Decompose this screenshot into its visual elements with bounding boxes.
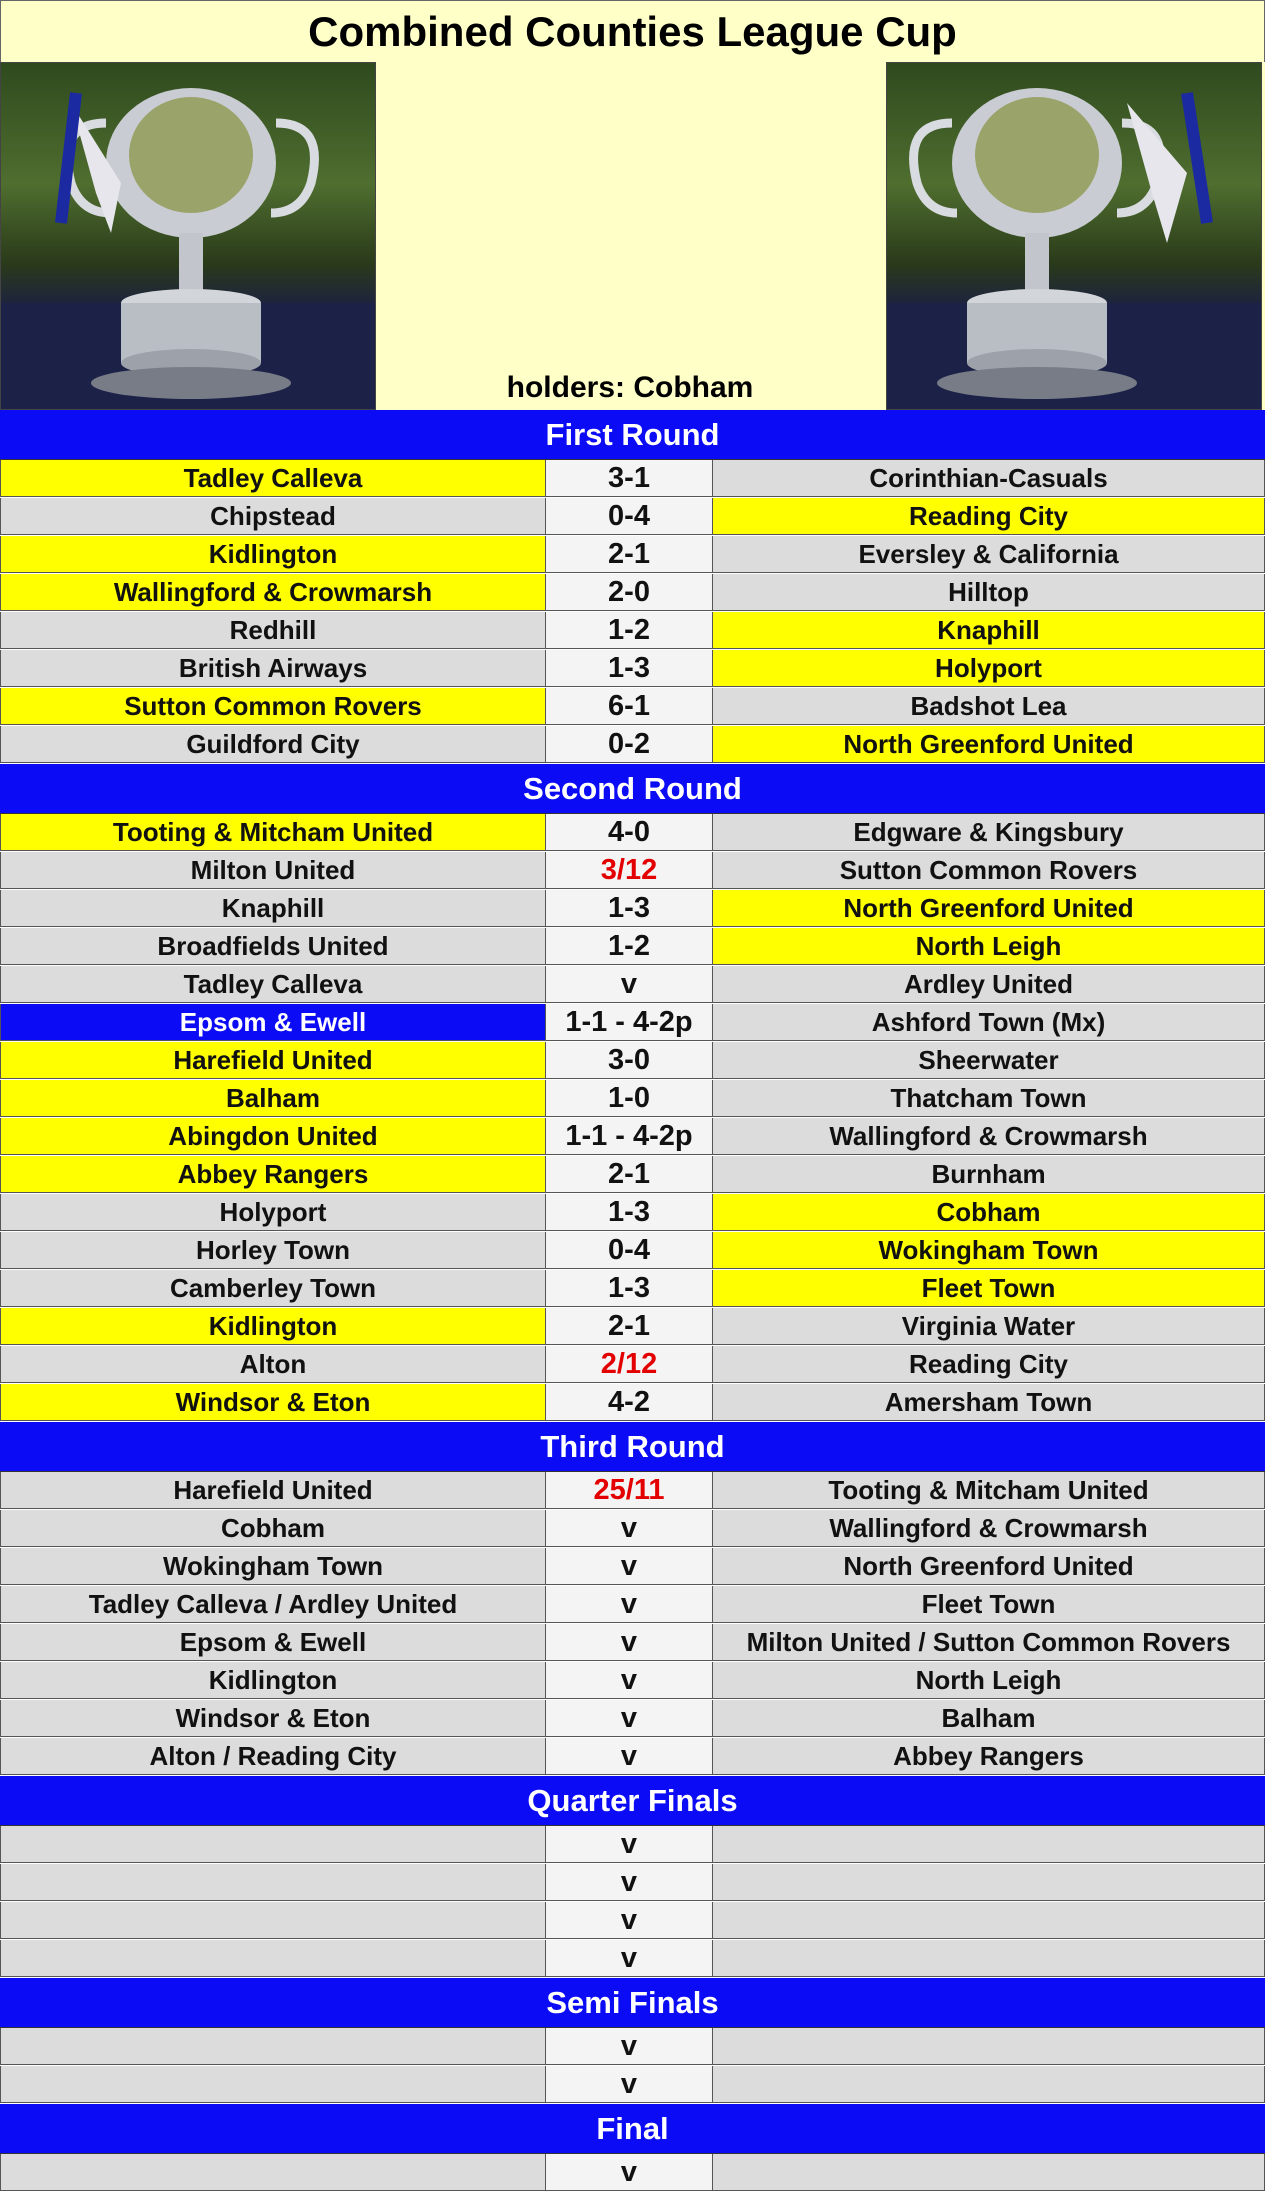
home-team: Alton / Reading City <box>0 1738 546 1775</box>
match-row <box>0 1346 1265 1384</box>
home-team: Tadley Calleva / Ardley United <box>0 1586 546 1623</box>
home-team: Kidlington <box>0 1662 546 1699</box>
away-team: Holyport <box>713 650 1265 687</box>
match-score: v <box>546 1624 713 1661</box>
match-row <box>0 460 1265 498</box>
away-team: Wallingford & Crowmarsh <box>713 1118 1265 1155</box>
away-team <box>713 1826 1265 1863</box>
round-header: Final <box>0 2104 1265 2154</box>
away-team: North Leigh <box>713 928 1265 965</box>
match-date: 3/12 <box>546 852 713 889</box>
home-team: Broadfields United <box>0 928 546 965</box>
away-team: Hilltop <box>713 574 1265 611</box>
match-score: 0-4 <box>546 498 713 535</box>
home-team: Abbey Rangers <box>0 1156 546 1193</box>
away-team: Badshot Lea <box>713 688 1265 725</box>
match-row <box>0 966 1265 1004</box>
away-team: Tooting & Mitcham United <box>713 1472 1265 1509</box>
match-score: v <box>546 1700 713 1737</box>
match-date: 25/11 <box>546 1472 713 1509</box>
match-score: 2-1 <box>546 536 713 573</box>
match-row <box>0 2028 1265 2066</box>
home-team <box>0 1902 546 1939</box>
match-row <box>0 1384 1265 1422</box>
match-score: 1-1 - 4-2p <box>546 1118 713 1155</box>
match-score: 4-2 <box>546 1384 713 1421</box>
home-team: Chipstead <box>0 498 546 535</box>
match-score: 1-3 <box>546 1270 713 1307</box>
match-row <box>0 688 1265 726</box>
home-team <box>0 2066 546 2103</box>
away-team: Knaphill <box>713 612 1265 649</box>
match-row <box>0 1308 1265 1346</box>
match-row <box>0 1940 1265 1978</box>
home-team: Kidlington <box>0 536 546 573</box>
match-score: v <box>546 966 713 1003</box>
match-row <box>0 1826 1265 1864</box>
match-row <box>0 1004 1265 1042</box>
away-team: Thatcham Town <box>713 1080 1265 1117</box>
match-score: v <box>546 1902 713 1939</box>
home-team: Harefield United <box>0 1472 546 1509</box>
away-team: Reading City <box>713 1346 1265 1383</box>
match-row <box>0 574 1265 612</box>
away-team: North Greenford United <box>713 1548 1265 1585</box>
trophy-photo-left <box>0 62 376 410</box>
away-team: Abbey Rangers <box>713 1738 1265 1775</box>
match-row <box>0 1864 1265 1902</box>
home-team: Wallingford & Crowmarsh <box>0 574 546 611</box>
round-header: Quarter Finals <box>0 1776 1265 1826</box>
home-team: Alton <box>0 1346 546 1383</box>
match-score: 1-3 <box>546 890 713 927</box>
match-score: 2-1 <box>546 1156 713 1193</box>
away-team: Sutton Common Rovers <box>713 852 1265 889</box>
match-row <box>0 1270 1265 1308</box>
away-team: Cobham <box>713 1194 1265 1231</box>
home-team <box>0 1826 546 1863</box>
match-row <box>0 498 1265 536</box>
trophy-banner <box>0 62 1265 411</box>
away-team: Ardley United <box>713 966 1265 1003</box>
match-row <box>0 852 1265 890</box>
match-row <box>0 1624 1265 1662</box>
home-team <box>0 2154 546 2191</box>
away-team <box>713 1902 1265 1939</box>
match-row <box>0 650 1265 688</box>
away-team: North Leigh <box>713 1662 1265 1699</box>
match-row <box>0 1902 1265 1940</box>
match-row <box>0 1510 1265 1548</box>
away-team: Amersham Town <box>713 1384 1265 1421</box>
home-team: Tooting & Mitcham United <box>0 814 546 851</box>
match-row <box>0 1738 1265 1776</box>
away-team: Fleet Town <box>713 1270 1265 1307</box>
match-row <box>0 2066 1265 2104</box>
home-team <box>0 2028 546 2065</box>
match-score: v <box>546 1510 713 1547</box>
away-team: Wokingham Town <box>713 1232 1265 1269</box>
trophy-icon <box>1 63 375 409</box>
home-team: Kidlington <box>0 1308 546 1345</box>
home-team <box>0 1864 546 1901</box>
match-score: v <box>546 1940 713 1977</box>
match-score: 4-0 <box>546 814 713 851</box>
match-row <box>0 612 1265 650</box>
away-team: Wallingford & Crowmarsh <box>713 1510 1265 1547</box>
match-score: 2-0 <box>546 574 713 611</box>
round-header: Semi Finals <box>0 1978 1265 2028</box>
match-score: 1-2 <box>546 928 713 965</box>
away-team: Burnham <box>713 1156 1265 1193</box>
home-team: Guildford City <box>0 726 546 763</box>
home-team: Windsor & Eton <box>0 1700 546 1737</box>
trophy-photo-right <box>886 62 1262 410</box>
round-header: Second Round <box>0 764 1265 814</box>
home-team: Epsom & Ewell <box>0 1624 546 1661</box>
home-team: Knaphill <box>0 890 546 927</box>
match-row <box>0 1232 1265 1270</box>
away-team: North Greenford United <box>713 890 1265 927</box>
away-team <box>713 2028 1265 2065</box>
away-team: Fleet Town <box>713 1586 1265 1623</box>
away-team: Virginia Water <box>713 1308 1265 1345</box>
match-score: 0-4 <box>546 1232 713 1269</box>
match-score: v <box>546 2066 713 2103</box>
match-row <box>0 1118 1265 1156</box>
home-team: Camberley Town <box>0 1270 546 1307</box>
away-team: Reading City <box>713 498 1265 535</box>
home-team: Harefield United <box>0 1042 546 1079</box>
match-date: 2/12 <box>546 1346 713 1383</box>
home-team <box>0 1940 546 1977</box>
match-row <box>0 726 1265 764</box>
holders-label: holders: Cobham <box>506 371 754 404</box>
home-team: Tadley Calleva <box>0 460 546 497</box>
away-team: Ashford Town (Mx) <box>713 1004 1265 1041</box>
away-team: Sheerwater <box>713 1042 1265 1079</box>
away-team: Eversley & California <box>713 536 1265 573</box>
match-score: 2-1 <box>546 1308 713 1345</box>
match-score: 3-0 <box>546 1042 713 1079</box>
match-score: 1-3 <box>546 1194 713 1231</box>
match-score: v <box>546 2028 713 2065</box>
away-team: Balham <box>713 1700 1265 1737</box>
match-row <box>0 1662 1265 1700</box>
home-team: Abingdon United <box>0 1118 546 1155</box>
round-header: First Round <box>0 410 1265 460</box>
match-row <box>0 1700 1265 1738</box>
match-score: 3-1 <box>546 460 713 497</box>
match-row <box>0 1586 1265 1624</box>
away-team: Milton United / Sutton Common Rovers <box>713 1624 1265 1661</box>
match-score: v <box>546 1548 713 1585</box>
home-team: Holyport <box>0 1194 546 1231</box>
match-score: 0-2 <box>546 726 713 763</box>
match-row <box>0 1472 1265 1510</box>
match-row <box>0 1080 1265 1118</box>
match-score: 1-2 <box>546 612 713 649</box>
away-team <box>713 1864 1265 1901</box>
home-team: Cobham <box>0 1510 546 1547</box>
away-team: North Greenford United <box>713 726 1265 763</box>
home-team: Balham <box>0 1080 546 1117</box>
away-team <box>713 2154 1265 2191</box>
match-score: v <box>546 1826 713 1863</box>
match-score: v <box>546 2154 713 2191</box>
home-team: Windsor & Eton <box>0 1384 546 1421</box>
match-row <box>0 928 1265 966</box>
home-team: Tadley Calleva <box>0 966 546 1003</box>
away-team: Corinthian-Casuals <box>713 460 1265 497</box>
home-team: Horley Town <box>0 1232 546 1269</box>
match-row <box>0 1156 1265 1194</box>
away-team <box>713 1940 1265 1977</box>
match-score: 1-1 - 4-2p <box>546 1004 713 1041</box>
home-team: Wokingham Town <box>0 1548 546 1585</box>
match-row <box>0 890 1265 928</box>
trophy-icon <box>887 63 1261 409</box>
match-score: v <box>546 1738 713 1775</box>
match-row <box>0 814 1265 852</box>
match-row <box>0 1194 1265 1232</box>
page-title: Combined Counties League Cup <box>0 0 1265 63</box>
match-score: v <box>546 1586 713 1623</box>
match-score: v <box>546 1662 713 1699</box>
match-score: 1-0 <box>546 1080 713 1117</box>
match-score: 1-3 <box>546 650 713 687</box>
home-team: Milton United <box>0 852 546 889</box>
round-header: Third Round <box>0 1422 1265 1472</box>
home-team: Epsom & Ewell <box>0 1004 546 1041</box>
away-team <box>713 2066 1265 2103</box>
home-team: Sutton Common Rovers <box>0 688 546 725</box>
match-row <box>0 1548 1265 1586</box>
match-score: v <box>546 1864 713 1901</box>
match-score: 6-1 <box>546 688 713 725</box>
home-team: Redhill <box>0 612 546 649</box>
match-row <box>0 536 1265 574</box>
match-row <box>0 1042 1265 1080</box>
away-team: Edgware & Kingsbury <box>713 814 1265 851</box>
home-team: British Airways <box>0 650 546 687</box>
match-row <box>0 2154 1265 2192</box>
